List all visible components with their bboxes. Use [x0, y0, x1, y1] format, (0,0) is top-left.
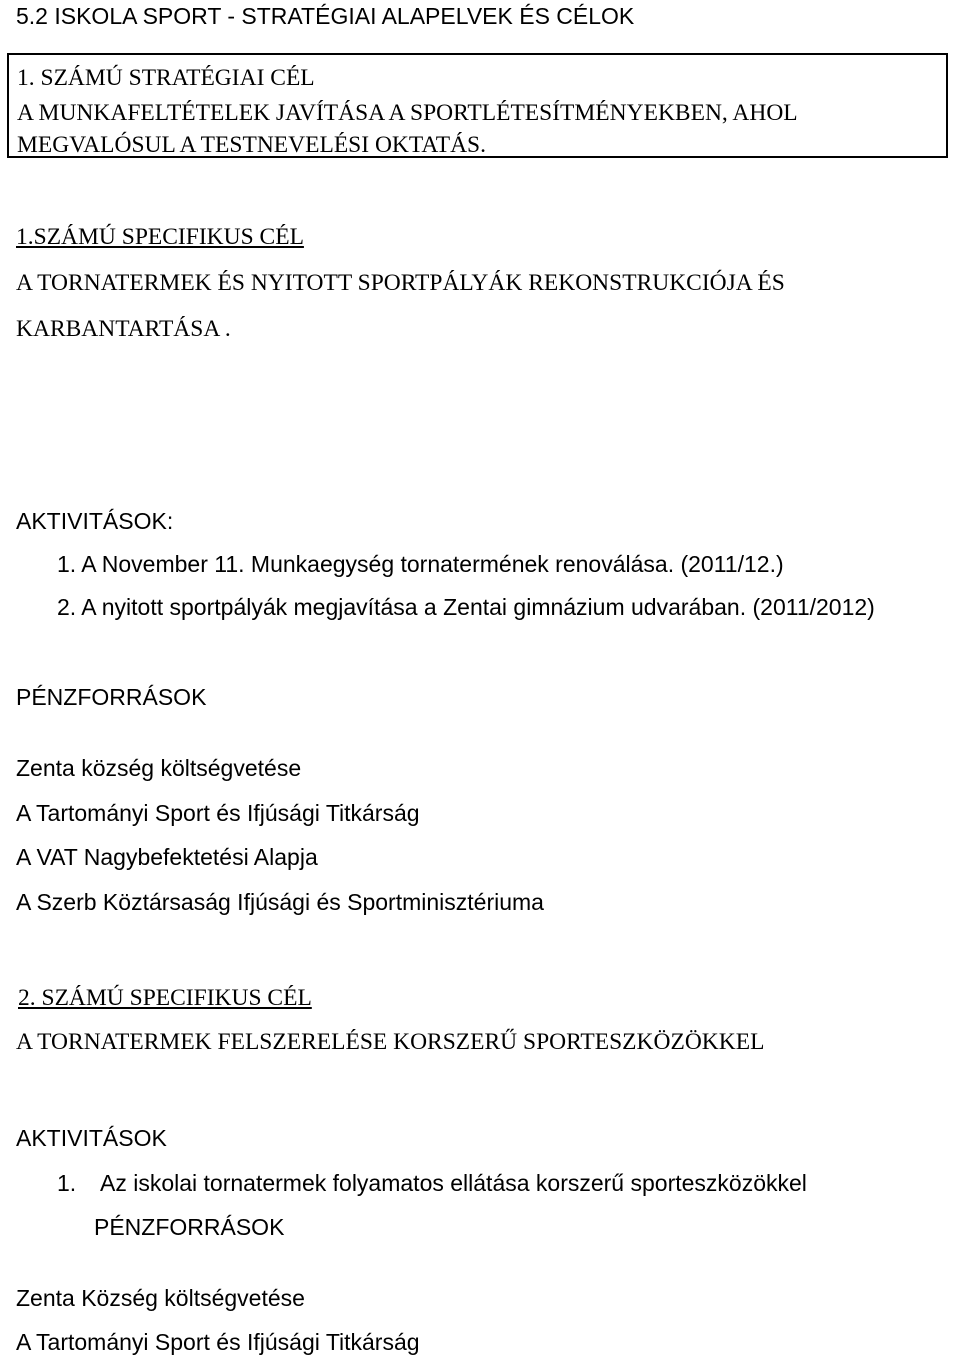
activity-1-item-1: 1. A November 11. Munkaegység tornatermének renoválása. (2011/12.) [57, 551, 784, 577]
funding-1-item-1: Zenta község költségvetése [16, 755, 302, 781]
specific-goal-1-text-line2: KARBANTARTÁSA . [16, 316, 231, 342]
activity-1-item-2: 2. A nyitott sportpályák megjavítása a Zentai gimnázium udvarában. (2011/2012) [57, 594, 875, 620]
strategic-goal-title: 1. SZÁMÚ STRATÉGIAI CÉL [17, 65, 315, 91]
activity-2-item-number: 1. [57, 1170, 77, 1196]
specific-goal-2-text: A TORNATERMEK FELSZERELÉSE KORSZERŰ SPORTESZKÖZÖKKEL [16, 1029, 765, 1055]
funding-2-item-1: Zenta Község költségvetése [16, 1285, 305, 1311]
activities-1-label: AKTIVITÁSOK: [16, 508, 174, 534]
activities-2-label: AKTIVITÁSOK [16, 1125, 167, 1151]
activity-2-funding-label: PÉNZFORRÁSOK [94, 1214, 285, 1240]
specific-goal-1-text-line1: A TORNATERMEK ÉS NYITOTT SPORTPÁLYÁK REKONSTRUKCIÓJA ÉS [16, 270, 785, 296]
funding-1-label: PÉNZFORRÁSOK [16, 684, 207, 710]
funding-2-item-2: A Tartományi Sport és Ifjúsági Titkárság [16, 1329, 420, 1355]
funding-1-item-3: A VAT Nagybefektetési Alapja [16, 844, 318, 870]
strategic-goal-box [7, 53, 948, 158]
activity-2-item-text: Az iskolai tornatermek folyamatos ellátása korszerű sporteszközökkel [100, 1170, 807, 1196]
strategic-goal-text-line1: A MUNKAFELTÉTELEK JAVÍTÁSA A SPORTLÉTESÍTMÉNYEKBEN, AHOL [17, 100, 798, 126]
funding-1-item-4: A Szerb Köztársaság Ifjúsági és Sportminisztériuma [16, 889, 544, 915]
funding-1-item-2: A Tartományi Sport és Ifjúsági Titkárság [16, 800, 420, 826]
specific-goal-1-title: 1.SZÁMÚ SPECIFIKUS CÉL [16, 224, 304, 250]
section-heading: 5.2 ISKOLA SPORT - STRATÉGIAI ALAPELVEK ÉS CÉLOK [16, 3, 635, 29]
strategic-goal-text-line2: MEGVALÓSUL A TESTNEVELÉSI OKTATÁS. [17, 132, 487, 158]
specific-goal-2-title: 2. SZÁMÚ SPECIFIKUS CÉL [18, 985, 312, 1011]
